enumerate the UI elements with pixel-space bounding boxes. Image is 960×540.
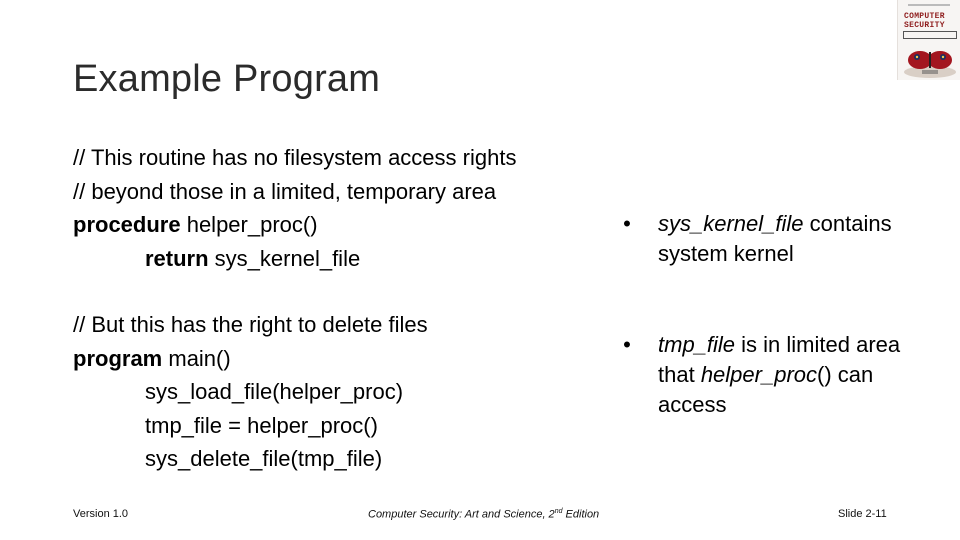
bullet-list: [617, 330, 917, 420]
bullet-em-text: tmp_file: [658, 332, 736, 357]
code-block-main: [73, 308, 613, 476]
slide-title: Example Program: [73, 58, 381, 100]
code-block-helper: [73, 141, 613, 275]
footer-version: Version 1.0: [73, 508, 129, 520]
keyword-procedure: procedure: [73, 212, 181, 237]
bullet-dot-icon: •: [623, 332, 631, 357]
bullet-item-kernel-file: • sys_kernel_file contains system kernel: [617, 209, 917, 269]
book-cover-image: [897, 0, 960, 80]
bullet-em-text: helper_proc: [700, 362, 817, 387]
code-statement-line: sys_load_file(helper_proc): [145, 379, 404, 404]
cover-subtitle-bar: [903, 31, 957, 39]
code-comment-line: // This routine has no filesystem access rights: [73, 145, 517, 170]
code-comment-line: // beyond those in a limited, temporary area: [73, 178, 497, 204]
code-program-line: program main(): [73, 345, 231, 371]
cover-title-line-1: COMPUTER: [904, 12, 945, 21]
cover-butterfly-art: [902, 42, 958, 78]
bullet-list: [617, 209, 917, 269]
code-comment-line: // But this has the right to delete files: [73, 312, 428, 337]
bullet-em-text: sys_kernel_file: [658, 211, 804, 236]
code-return-line: return sys_kernel_file: [145, 245, 361, 271]
bullet-dot-icon: •: [623, 211, 631, 236]
keyword-return: return: [145, 245, 209, 271]
cover-top-rule: [908, 4, 950, 6]
code-statement-line: sys_delete_file(tmp_file): [145, 446, 383, 471]
code-procedure-line: procedure helper_proc(): [73, 212, 318, 237]
code-statement-line: tmp_file = helper_proc(): [145, 412, 378, 438]
footer-book-title: Computer Security: Art and Science, 2nd Edition: [368, 508, 600, 521]
cover-title-line-2: SECURITY: [904, 21, 945, 30]
bullet-item-tmp-file: • tmp_file is in limited area that helper_proc() can access: [617, 330, 917, 420]
footer-slide-number: Slide 2-11: [838, 508, 887, 520]
keyword-program: program: [73, 345, 163, 371]
